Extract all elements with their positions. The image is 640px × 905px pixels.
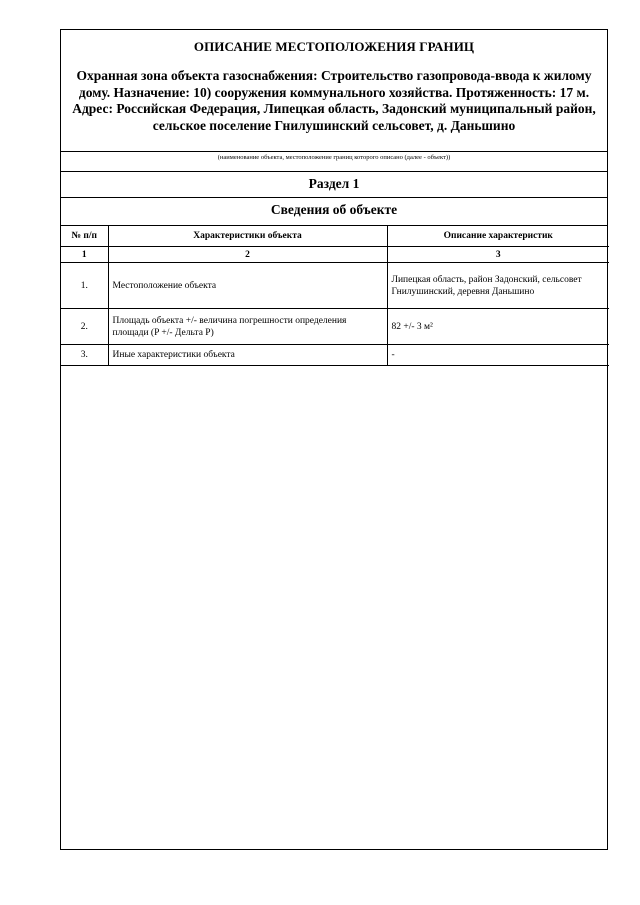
object-name: Охранная зона объекта газоснабжения: Строительство газопровода-ввода к жилому дому. Назначение: 10) сооружения коммунального хозяйства. Протяженность: 17 м. Адрес: Российская Федерация, Липецкая область, Задонский муниципальный район, сельское поселение Гнилушинский сельсовет, д. Даньшино	[72, 68, 596, 133]
table-row	[61, 345, 609, 366]
title-block	[61, 30, 607, 152]
title-divider	[61, 151, 607, 152]
column-number: 1	[61, 247, 108, 263]
row-characteristic: Площадь объекта +/- величина погрешности определения площади (P +/- Дельта P)	[108, 309, 387, 345]
table-row	[61, 309, 609, 345]
section-divider	[61, 197, 607, 198]
row-number: 1.	[61, 263, 108, 309]
section-title: Раздел 1	[308, 176, 360, 191]
row-number: 3.	[61, 345, 108, 366]
row-description: 82 +/- 3 м²	[387, 309, 609, 345]
row-characteristic: Местоположение объекта	[108, 263, 387, 309]
header-cell-description: Описание характеристик	[387, 225, 609, 247]
column-number-row	[61, 247, 609, 263]
row-characteristic: Иные характеристики объекта	[108, 345, 387, 366]
row-description: Липецкая область, район Задонский, сельсовет Гнилушинский, деревня Даньшино	[387, 263, 609, 309]
table-header-row	[61, 225, 609, 247]
subsection-title: Сведения об объекте	[270, 202, 398, 217]
column-number: 2	[108, 247, 387, 263]
row-description: -	[387, 345, 609, 366]
document-title: ОПИСАНИЕ МЕСТОПОЛОЖЕНИЯ ГРАНИЦ	[193, 39, 475, 54]
caption-divider	[61, 171, 607, 172]
document-frame	[60, 29, 608, 850]
object-info-table	[61, 225, 609, 366]
column-number: 3	[387, 247, 609, 263]
object-caption: (наименование объекта, местоположение границ которого описано (далее - объект))	[217, 154, 451, 161]
header-cell-number: № п/п	[61, 225, 108, 247]
table-row	[61, 263, 609, 309]
row-number: 2.	[61, 309, 108, 345]
header-cell-characteristic: Характеристики объекта	[108, 225, 387, 247]
